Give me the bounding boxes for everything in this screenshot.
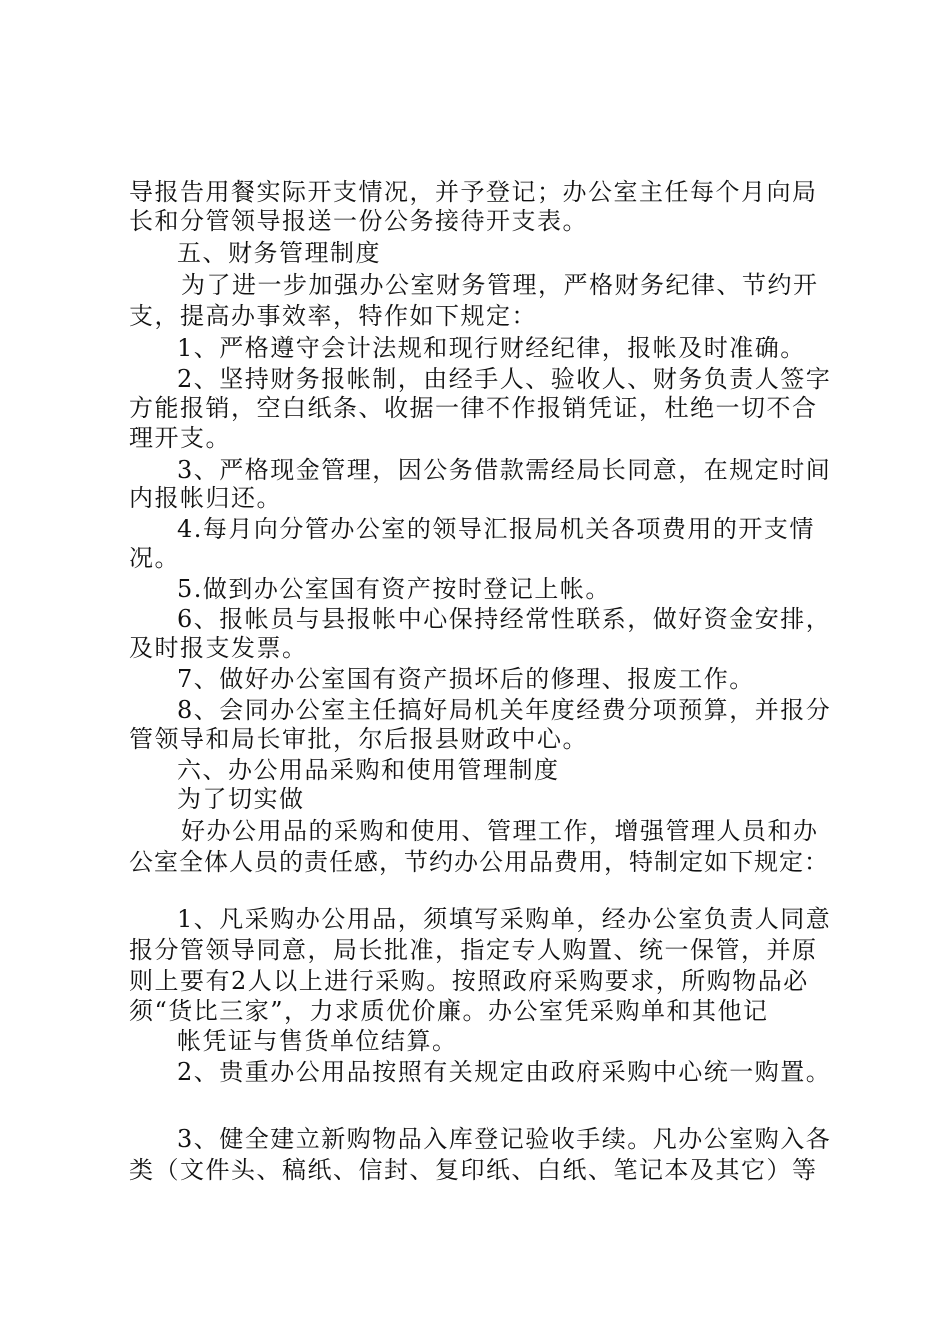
text-line: 况。	[129, 544, 180, 572]
text-line: 导报告用餐实际开支情况，并予登记；办公室主任每个月向局	[129, 178, 818, 206]
list-item: 1、严格遵守会计法规和现行财经纪律，报帐及时准确。	[177, 334, 806, 362]
text-line: 为了切实做	[177, 785, 305, 813]
text-line: 及时报支发票。	[129, 634, 308, 662]
list-item: 1、凡采购办公用品，须填写采购单，经办公室负责人同意	[177, 905, 832, 933]
text-line: 报分管领导同意，局长批准，指定专人购置、统一保管，并原	[129, 936, 818, 964]
section-heading: 六、办公用品采购和使用管理制度	[177, 756, 560, 784]
list-item: 5.做到办公室国有资产按时登记上帐。	[177, 575, 611, 603]
text-line: 内报帐归还。	[129, 484, 282, 512]
list-item: 7、做好办公室国有资产损坏后的修理、报废工作。	[177, 665, 755, 693]
text-line: 理开支。	[129, 424, 231, 452]
text-line: 须“货比三家”，力求质优价廉。办公室凭采购单和其他记	[129, 997, 769, 1025]
list-item: 3、严格现金管理，因公务借款需经局长同意，在规定时间	[177, 456, 832, 484]
list-item: 8、会同办公室主任搞好局机关年度经费分项预算，并报分	[177, 696, 832, 724]
text-line: 管领导和局长审批，尔后报县财政中心。	[129, 725, 588, 753]
text-line: 为了进一步加强办公室财务管理，严格财务纪律、节约开	[181, 271, 819, 299]
text-line: 好办公用品的采购和使用、管理工作，增强管理人员和办	[181, 817, 819, 845]
list-item: 3、健全建立新购物品入库登记验收手续。凡办公室购入各	[177, 1125, 832, 1153]
section-heading: 五、财务管理制度	[177, 239, 381, 267]
list-item: 2、贵重办公用品按照有关规定由政府采购中心统一购置。	[177, 1058, 832, 1086]
text-line: 支，提高办事效率，特作如下规定：	[129, 302, 537, 330]
text-line: 公室全体人员的责任感，节约办公用品费用，特制定如下规定：	[129, 848, 829, 876]
list-item: 6、报帐员与县报帐中心保持经常性联系，做好资金安排，	[177, 605, 832, 633]
text-line: 则上要有2人以上进行采购。按照政府采购要求，所购物品必	[129, 967, 809, 995]
list-item: 2、坚持财务报帐制，由经手人、验收人、财务负责人签字	[177, 365, 832, 393]
text-line: 帐凭证与售货单位结算。	[177, 1027, 458, 1055]
text-line: 长和分管领导报送一份公务接待开支表。	[129, 207, 588, 235]
text-line: 方能报销，空白纸条、收据一律不作报销凭证，杜绝一切不合	[129, 394, 818, 422]
list-item: 4.每月向分管办公室的领导汇报局机关各项费用的开支情	[177, 515, 815, 543]
text-line: 类（文件头、稿纸、信封、复印纸、白纸、笔记本及其它）等	[129, 1156, 818, 1184]
